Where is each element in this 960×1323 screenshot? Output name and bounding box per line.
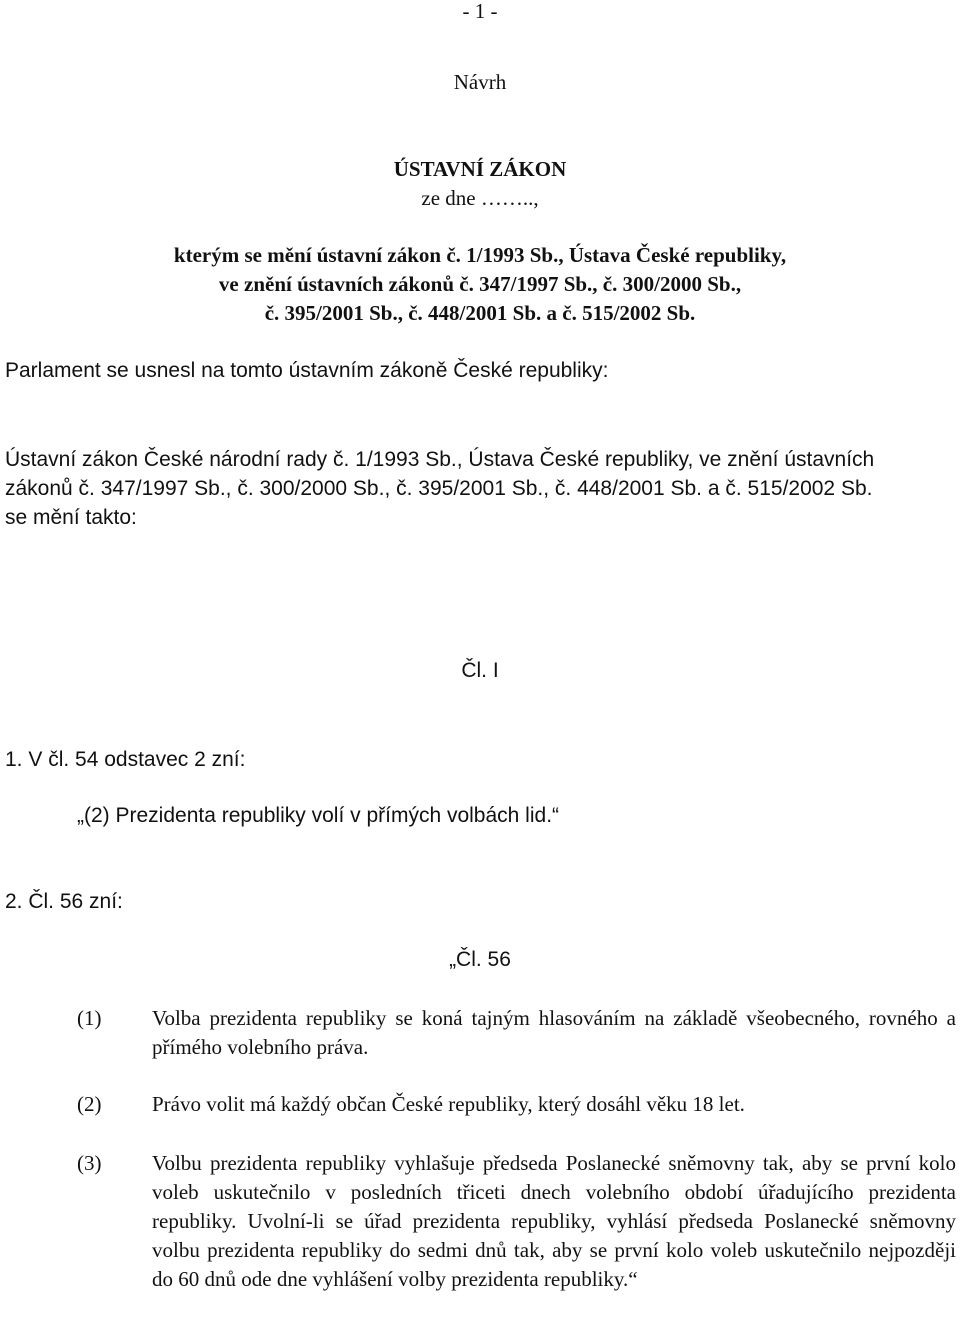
draft-label: Návrh: [453, 70, 507, 94]
intro-line-3: se mění takto:: [5, 506, 137, 529]
point-1-quote: „(2) Prezidenta republiky volí v přímých volbách lid.“: [77, 804, 560, 827]
act-subject-line-3: č. 395/2001 Sb., č. 448/2001 Sb. a č. 515/2002 Sb.: [264, 301, 696, 325]
act-subject-line-2: ve znění ústavních zákonů č. 347/1997 Sb., č. 300/2000 Sb.,: [218, 272, 742, 296]
act-title: ÚSTAVNÍ ZÁKON: [393, 157, 567, 181]
act-subject-line-1: kterým se mění ústavní zákon č. 1/1993 Sb., Ústava České republiky,: [173, 243, 787, 267]
paragraph-3-number: (3): [77, 1151, 102, 1175]
point-2-label: 2. Čl. 56 zní:: [5, 890, 123, 913]
act-date-line: ze dne ……..,: [421, 186, 539, 210]
paragraph-2-number: (2): [77, 1092, 102, 1116]
paragraph-3-text: Volbu prezidenta republiky vyhlašuje předseda Poslanecké sněmovny tak, aby se první kolo voleb uskutečnilo v posledních třiceti dnech volebního období úřadujícího prezidenta republiky. Uvolní-li se úřad prezidenta republiky, vyhlásí předseda Poslanecké sněmovny volbu prezidenta republiky do sedmi dnů tak, aby se první kolo voleb uskutečnilo nejpozději do 60 dnů ode dne vyhlášení volby prezidenta republiky.“: [152, 1151, 956, 1291]
intro-line-2: zákonů č. 347/1997 Sb., č. 300/2000 Sb., č. 395/2001 Sb., č. 448/2001 Sb. a č. 515/2002 Sb.: [5, 477, 873, 500]
intro-line-1: Ústavní zákon České národní rady č. 1/1993 Sb., Ústava České republiky, ve znění ústavních: [5, 448, 875, 471]
preamble: Parlament se usnesl na tomto ústavním zákoně České republiky:: [5, 359, 609, 382]
point-2-heading: „Čl. 56: [449, 948, 511, 971]
point-1-label: 1. V čl. 54 odstavec 2 zní:: [5, 748, 246, 771]
page-number: - 1 -: [462, 0, 498, 23]
paragraph-1-number: (1): [77, 1006, 102, 1030]
paragraph-2-text: Právo volit má každý občan České republiky, který dosáhl věku 18 let.: [152, 1092, 745, 1116]
article-heading: Čl. I: [461, 659, 499, 682]
paragraph-1-text: Volba prezidenta republiky se koná tajným hlasováním na základě všeobecného, rovného a přímého volebního práva.: [152, 1006, 956, 1059]
